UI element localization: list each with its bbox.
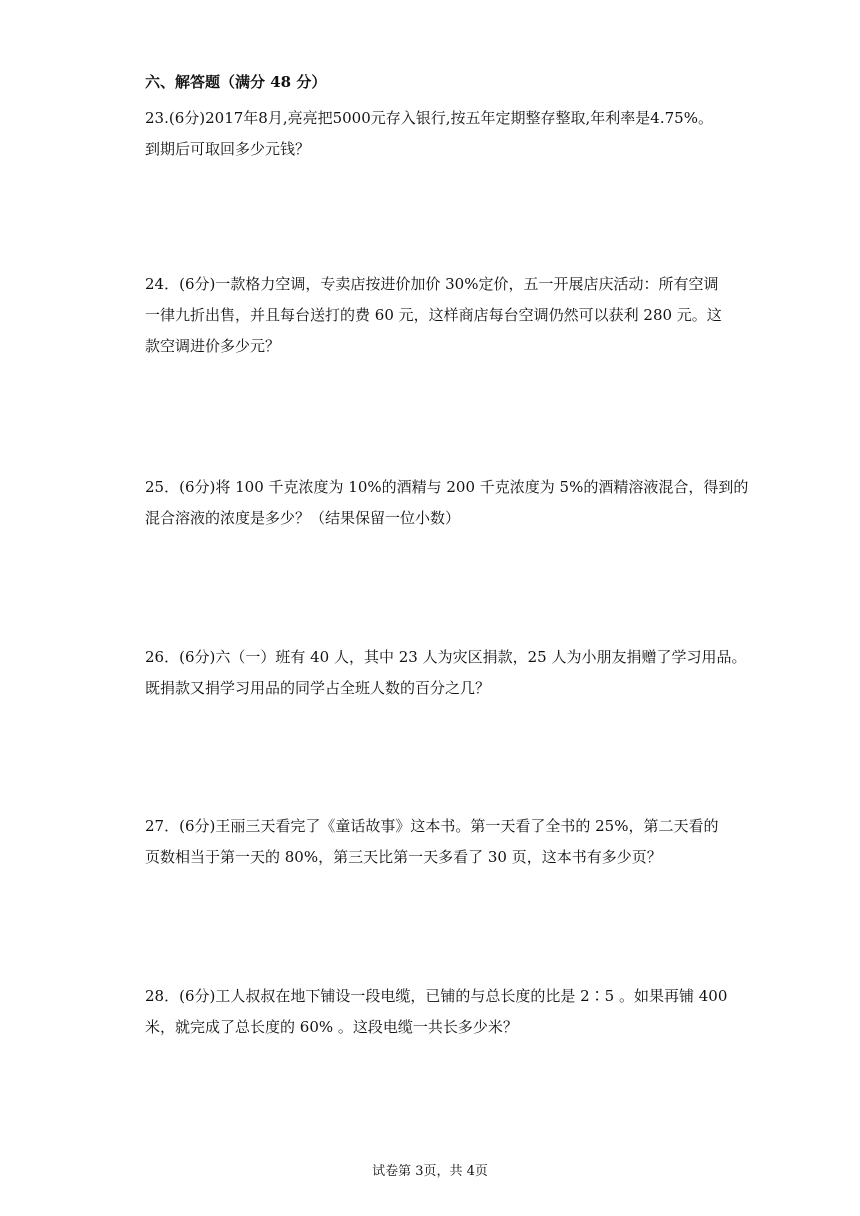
question-text-line: 米，就完成了总长度的 60% 。这段电缆一共长多少米？ — [145, 1018, 518, 1036]
question-text-line: 到期后可取回多少元钱？ — [145, 140, 311, 158]
question-25 — [145, 472, 749, 534]
question-text-line: 28．(6分)工人叔叔在地下铺设一段电缆，已铺的与总长度的比是 2∶5 。如果再铺 400 — [145, 987, 728, 1005]
page-footer: 试卷第 3页，共 4页 — [372, 1164, 488, 1179]
question-text-line: 混合溶液的浓度是多少？（结果保留一位小数） — [145, 509, 461, 527]
question-text-line: 页数相当于第一天的 80%，第三天比第一天多看了 30 页，这本书有多少页？ — [145, 848, 662, 866]
question-23 — [145, 103, 725, 165]
question-text-line: 26．(6分)六（一）班有 40 人，其中 23 人为灾区捐款，25 人为小朋友捐赠了学习用品。 — [145, 648, 747, 666]
question-text-line: 一律九折出售，并且每台送打的费 60 元，这样商店每台空调仍然可以获利 280 元。这 — [145, 306, 722, 324]
question-24 — [145, 269, 725, 362]
question-text-line: 25．(6分)将 100 千克浓度为 10%的酒精与 200 千克浓度为 5%的酒精溶液混合，得到的 — [145, 478, 749, 496]
question-27 — [145, 811, 725, 873]
question-text-line: 既捐款又捐学习用品的同学占全班人数的百分之几？ — [145, 679, 491, 697]
question-28 — [145, 981, 728, 1043]
section-title: 六、解答题（满分 48 分） — [145, 73, 327, 91]
question-text-line: 27．(6分)王丽三天看完了《童话故事》这本书。第一天看了全书的 25%，第二天看的 — [145, 817, 719, 835]
question-26 — [145, 642, 747, 704]
question-text-line: 24．(6分)一款格力空调，专卖店按进价加价 30%定价，五一开展店庆活动：所有空调 — [145, 275, 719, 293]
question-text-line: 23.(6分)2017年8月,亮亮把5000元存入银行,按五年定期整存整取,年利率是4.75%。 — [145, 109, 713, 127]
question-text-line: 款空调进价多少元？ — [145, 337, 281, 355]
